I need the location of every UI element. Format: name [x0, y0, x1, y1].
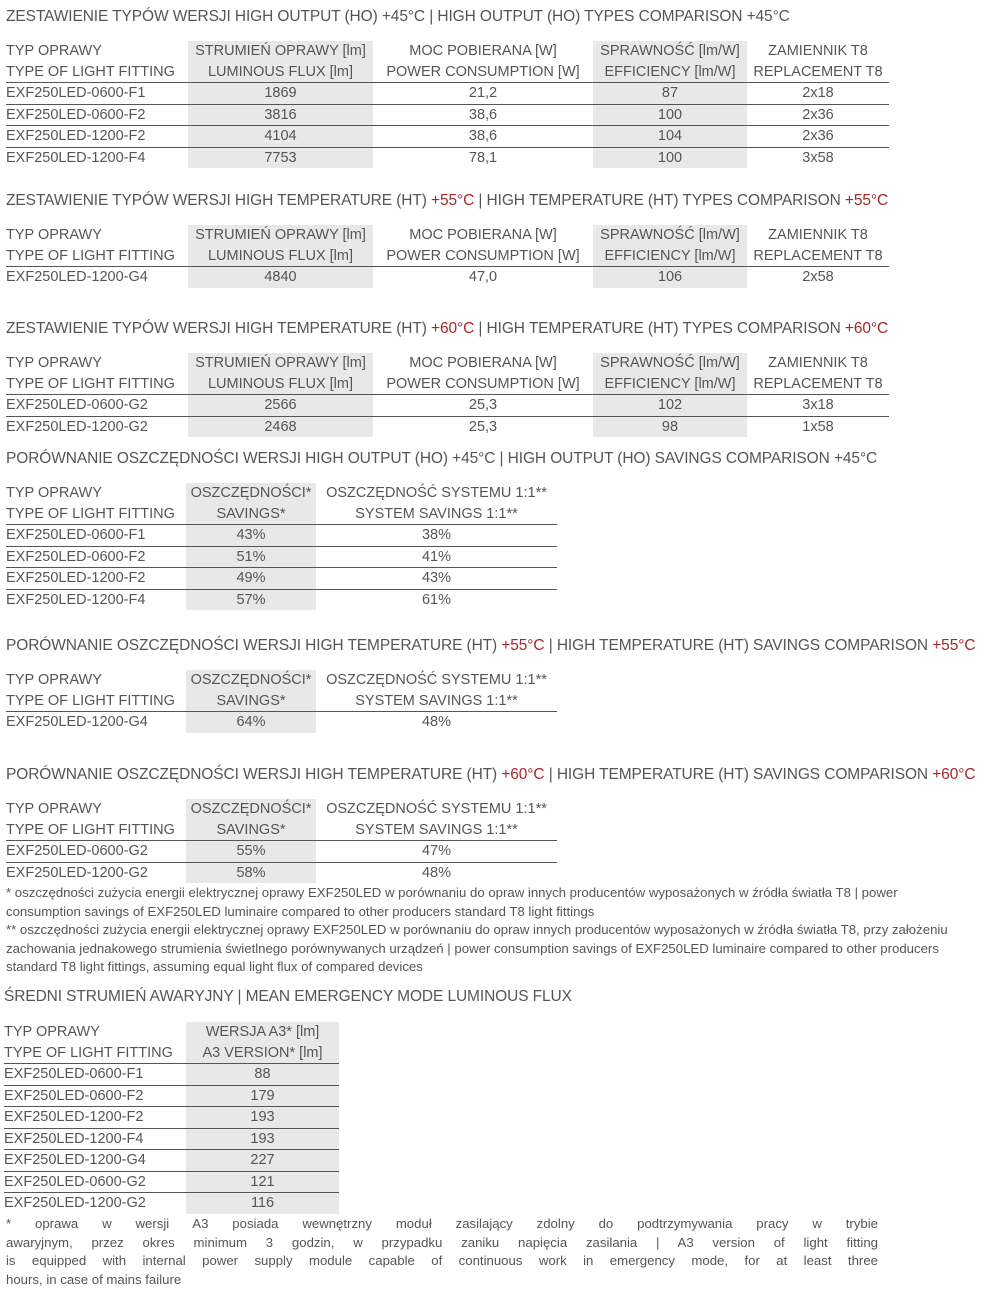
cell-system-savings: 43%: [316, 568, 557, 590]
comparison-table: [6, 225, 889, 288]
section-title: ZESTAWIENIE TYPÓW WERSJI HIGH OUTPUT (HO) +45°C | HIGH OUTPUT (HO) TYPES COMPARISON +45°C: [6, 8, 790, 25]
cell-savings: 64%: [186, 712, 316, 733]
savings-table: [6, 483, 557, 610]
header-power: MOC POBIERANA [W]: [409, 227, 557, 243]
cell-a3-flux: 121: [186, 1171, 339, 1193]
cell-flux: 2468: [188, 416, 373, 437]
cell-type: EXF250LED-0600-F2: [6, 104, 188, 126]
cell-type: EXF250LED-0600-F1: [6, 83, 188, 105]
cell-type: EXF250LED-0600-G2: [6, 841, 186, 863]
cell-efficiency: 106: [593, 267, 747, 288]
header-flux: STRUMIEŃ OPRAWY [lm]: [188, 353, 373, 374]
cell-type: EXF250LED-1200-G2: [6, 418, 148, 435]
header-replacement-en: REPLACEMENT T8: [747, 374, 889, 395]
section-title: PORÓWNANIE OSZCZĘDNOŚCI WERSJI HIGH TEMPERATURE (HT) +60°C | HIGH TEMPERATURE (HT) SAVINGS COMPARISON +60°C: [6, 766, 976, 783]
table-row: [6, 589, 557, 610]
header-power: MOC POBIERANA [W]: [409, 355, 557, 371]
cell-efficiency: 100: [593, 147, 747, 168]
emergency-footnote-line: is equipped with internal power supply module capable of continuous work in emergency mode, for at least three: [6, 1253, 878, 1268]
header-system-savings: OSZCZĘDNOŚĆ SYSTEMU 1:1**: [326, 485, 547, 501]
cell-a3-flux: 88: [186, 1064, 339, 1086]
header-efficiency-en: EFFICIENCY [lm/W]: [593, 374, 747, 395]
cell-flux: 2566: [188, 395, 373, 417]
table-row: [6, 83, 889, 105]
emergency-table: [4, 1022, 339, 1214]
section-title: PORÓWNANIE OSZCZĘDNOŚCI WERSJI HIGH OUTPUT (HO) +45°C | HIGH OUTPUT (HO) SAVINGS COMPARISON +45°C: [6, 450, 878, 467]
cell-flux: 7753: [188, 147, 373, 168]
cell-a3-flux: 193: [186, 1107, 339, 1129]
cell-efficiency: 104: [593, 126, 747, 148]
emergency-footnote-line: awaryjnym, przez okres minimum 3 godzin, w przypadku zaniku napięcia zasilania | A3 version of light fitting: [6, 1234, 878, 1250]
header-type: TYP OPRAWY: [6, 355, 102, 371]
emergency-footnote: [6, 1215, 878, 1289]
cell-flux: 1869: [188, 83, 373, 105]
ht-55-comparison: [6, 191, 889, 288]
section-title: PORÓWNANIE OSZCZĘDNOŚCI WERSJI HIGH TEMPERATURE (HT) +55°C | HIGH TEMPERATURE (HT) SAVINGS COMPARISON +55°C: [6, 637, 976, 654]
cell-savings: 58%: [186, 862, 316, 883]
cell-type: EXF250LED-1200-G4: [6, 714, 148, 730]
section-title: ZESTAWIENIE TYPÓW WERSJI HIGH TEMPERATURE (HT) +60°C | HIGH TEMPERATURE (HT) TYPES COMPARISON +60°C: [6, 320, 889, 337]
header-type-en: TYPE OF LIGHT FITTING: [4, 1043, 186, 1064]
header-savings-en: SAVINGS*: [186, 504, 316, 525]
cell-flux: 4840: [188, 267, 373, 288]
cell-power: 21,2: [373, 83, 593, 105]
cell-type: EXF250LED-1200-F2: [6, 568, 186, 590]
cell-type: EXF250LED-1200-G4: [4, 1150, 186, 1172]
cell-power: 38,6: [373, 126, 593, 148]
cell-type: EXF250LED-0600-F1: [6, 525, 186, 547]
ho-45-comparison: [6, 7, 889, 168]
header-system-savings: OSZCZĘDNOŚĆ SYSTEMU 1:1**: [326, 801, 547, 817]
header-type-en: TYPE OF LIGHT FITTING: [6, 374, 188, 395]
emergency-flux-section: [4, 987, 572, 1214]
header-type-en: TYPE OF LIGHT FITTING: [6, 820, 186, 841]
cell-type: EXF250LED-1200-G4: [6, 269, 148, 285]
cell-type: EXF250LED-1200-F4: [6, 591, 146, 608]
section-title: ŚREDNI STRUMIEŃ AWARYJNY | MEAN EMERGENCY MODE LUMINOUS FLUX: [4, 988, 572, 1005]
table-row: [6, 841, 557, 863]
cell-replacement: 3x18: [747, 395, 889, 417]
cell-savings: 51%: [186, 546, 316, 568]
cell-type: EXF250LED-0600-G2: [4, 1171, 186, 1193]
cell-replacement: 2x36: [747, 126, 889, 148]
header-replacement: ZAMIENNIK T8: [768, 355, 868, 371]
cell-system-savings: 61%: [421, 591, 452, 608]
ht-60-comparison: [6, 319, 889, 437]
table-row: [6, 395, 889, 417]
savings-footnote-1: * oszczędności zużycia energii elektrycznej oprawy EXF250LED w porównaniu do opraw innych producentów wyposażonych w źródła światła T8 | power consumption savings of EXF250LED luminaire compared to other producers standard T8 light fittings: [6, 885, 898, 919]
header-efficiency-en: EFFICIENCY [lm/W]: [593, 246, 747, 267]
cell-a3-flux: 227: [186, 1150, 339, 1172]
cell-type: EXF250LED-1200-F4: [4, 1128, 186, 1150]
cell-efficiency: 87: [593, 83, 747, 105]
cell-system-savings: 48%: [421, 864, 452, 881]
cell-a3-flux: 193: [186, 1128, 339, 1150]
cell-system-savings: 41%: [316, 546, 557, 568]
header-system-savings-en: SYSTEM SAVINGS 1:1**: [316, 691, 557, 712]
header-efficiency: SPRAWNOŚĆ [lm/W]: [593, 353, 747, 374]
cell-power: 47,0: [468, 269, 498, 285]
cell-type: EXF250LED-1200-G2: [4, 1195, 146, 1211]
header-efficiency-en: EFFICIENCY [lm/W]: [593, 62, 747, 83]
header-power-en: POWER CONSUMPTION [W]: [373, 374, 593, 395]
header-type: TYP OPRAWY: [6, 43, 102, 59]
header-savings-en: SAVINGS*: [186, 820, 316, 841]
cell-replacement: 2x18: [747, 83, 889, 105]
header-flux-en: LUMINOUS FLUX [lm]: [188, 374, 373, 395]
header-system-savings-en: SYSTEM SAVINGS 1:1**: [316, 820, 557, 841]
cell-type: EXF250LED-1200-F2: [6, 126, 188, 148]
cell-a3-flux: 179: [186, 1085, 339, 1107]
cell-type: EXF250LED-0600-F1: [4, 1064, 186, 1086]
section-title: ZESTAWIENIE TYPÓW WERSJI HIGH TEMPERATURE (HT) +55°C | HIGH TEMPERATURE (HT) TYPES COMPARISON +55°C: [6, 192, 889, 209]
header-type-en: TYPE OF LIGHT FITTING: [6, 246, 188, 267]
cell-power: 38,6: [373, 104, 593, 126]
savings-table: [6, 670, 557, 733]
cell-type: EXF250LED-0600-F2: [6, 546, 186, 568]
table-row: [6, 712, 557, 733]
savings-footnote-2: ** oszczędności zużycia energii elektrycznej oprawy EXF250LED w porównaniu do opraw innych producentów wyposażonych w źródła światła T8, przy założeniu zachowania jednakowego strumienia świetlnego porównywanych urządzeń | power consumption savings of EXF250LED luminaire compared to other producers standard T8 light fittings, assuming equal light flux of compared devices: [6, 922, 948, 974]
cell-replacement: 2x36: [747, 104, 889, 126]
cell-system-savings: 48%: [421, 714, 452, 730]
table-row: [6, 862, 557, 883]
header-replacement: ZAMIENNIK T8: [768, 227, 868, 243]
header-type: TYP OPRAWY: [4, 1024, 100, 1040]
header-power-en: POWER CONSUMPTION [W]: [373, 246, 593, 267]
cell-power: 78,1: [468, 149, 498, 166]
cell-efficiency: 102: [593, 395, 747, 417]
cell-power: 25,3: [468, 418, 498, 435]
header-savings: OSZCZĘDNOŚCI*: [186, 799, 316, 820]
header-type-en: TYPE OF LIGHT FITTING: [6, 62, 188, 83]
cell-flux: 4104: [188, 126, 373, 148]
table-row: [6, 126, 889, 148]
cell-savings: 57%: [186, 589, 316, 610]
cell-system-savings: 38%: [316, 525, 557, 547]
cell-system-savings: 47%: [316, 841, 557, 863]
header-type: TYP OPRAWY: [6, 672, 102, 688]
comparison-table: [6, 41, 889, 168]
header-efficiency: SPRAWNOŚĆ [lm/W]: [593, 41, 747, 62]
header-efficiency: SPRAWNOŚĆ [lm/W]: [593, 225, 747, 246]
cell-type: EXF250LED-1200-F4: [6, 149, 146, 166]
emergency-footnote-line: hours, in case of mains failure: [6, 1271, 182, 1287]
table-row: [4, 1171, 339, 1193]
cell-efficiency: 98: [593, 416, 747, 437]
header-a3-version-en: A3 VERSION* [lm]: [186, 1043, 339, 1064]
table-row: [6, 104, 889, 126]
header-system-savings: OSZCZĘDNOŚĆ SYSTEMU 1:1**: [326, 672, 547, 688]
table-row: [4, 1085, 339, 1107]
table-row: [4, 1064, 339, 1086]
cell-type: EXF250LED-1200-G2: [6, 864, 148, 881]
header-flux: STRUMIEŃ OPRAWY [lm]: [188, 41, 373, 62]
header-replacement: ZAMIENNIK T8: [768, 43, 868, 59]
cell-replacement: 2x58: [802, 269, 834, 285]
header-type-en: TYPE OF LIGHT FITTING: [6, 691, 186, 712]
cell-flux: 3816: [188, 104, 373, 126]
header-type: TYP OPRAWY: [6, 227, 102, 243]
header-replacement-en: REPLACEMENT T8: [747, 62, 889, 83]
comparison-table: [6, 353, 889, 437]
header-type: TYP OPRAWY: [6, 801, 102, 817]
cell-replacement: 3x58: [802, 149, 834, 166]
table-row: [4, 1150, 339, 1172]
header-savings: OSZCZĘDNOŚCI*: [186, 483, 316, 504]
header-flux: STRUMIEŃ OPRAWY [lm]: [188, 225, 373, 246]
header-type-en: TYPE OF LIGHT FITTING: [6, 504, 186, 525]
cell-type: EXF250LED-0600-F2: [4, 1085, 186, 1107]
cell-a3-flux: 116: [186, 1193, 339, 1214]
ho-45-savings: [6, 449, 877, 610]
header-a3-version: WERSJA A3* [lm]: [186, 1022, 339, 1043]
cell-type: EXF250LED-0600-G2: [6, 395, 188, 417]
cell-savings: 43%: [186, 525, 316, 547]
emergency-footnote-line: * oprawa w wersji A3 posiada wewnętrzny moduł zasilający zdolny do podtrzymywania pracy w trybie: [6, 1216, 878, 1231]
cell-savings: 55%: [186, 841, 316, 863]
header-power-en: POWER CONSUMPTION [W]: [373, 62, 593, 83]
table-row: [6, 147, 889, 168]
table-row: [6, 568, 557, 590]
cell-efficiency: 100: [593, 104, 747, 126]
cell-power: 25,3: [373, 395, 593, 417]
header-flux-en: LUMINOUS FLUX [lm]: [188, 62, 373, 83]
savings-table: [6, 799, 557, 883]
table-row: [6, 546, 557, 568]
cell-type: EXF250LED-1200-F2: [4, 1107, 186, 1129]
table-row: [6, 267, 889, 288]
table-row: [4, 1128, 339, 1150]
table-row: [4, 1193, 339, 1214]
ht-55-savings: [6, 636, 975, 733]
header-flux-en: LUMINOUS FLUX [lm]: [188, 246, 373, 267]
header-type: TYP OPRAWY: [6, 485, 102, 501]
cell-savings: 49%: [186, 568, 316, 590]
header-savings: OSZCZĘDNOŚCI*: [186, 670, 316, 691]
table-row: [4, 1107, 339, 1129]
header-system-savings-en: SYSTEM SAVINGS 1:1**: [316, 504, 557, 525]
cell-replacement: 1x58: [802, 418, 834, 435]
table-row: [6, 416, 889, 437]
ht-60-savings: [6, 765, 975, 883]
header-savings-en: SAVINGS*: [186, 691, 316, 712]
table-row: [6, 525, 557, 547]
header-replacement-en: REPLACEMENT T8: [747, 246, 889, 267]
header-power: MOC POBIERANA [W]: [409, 43, 557, 59]
